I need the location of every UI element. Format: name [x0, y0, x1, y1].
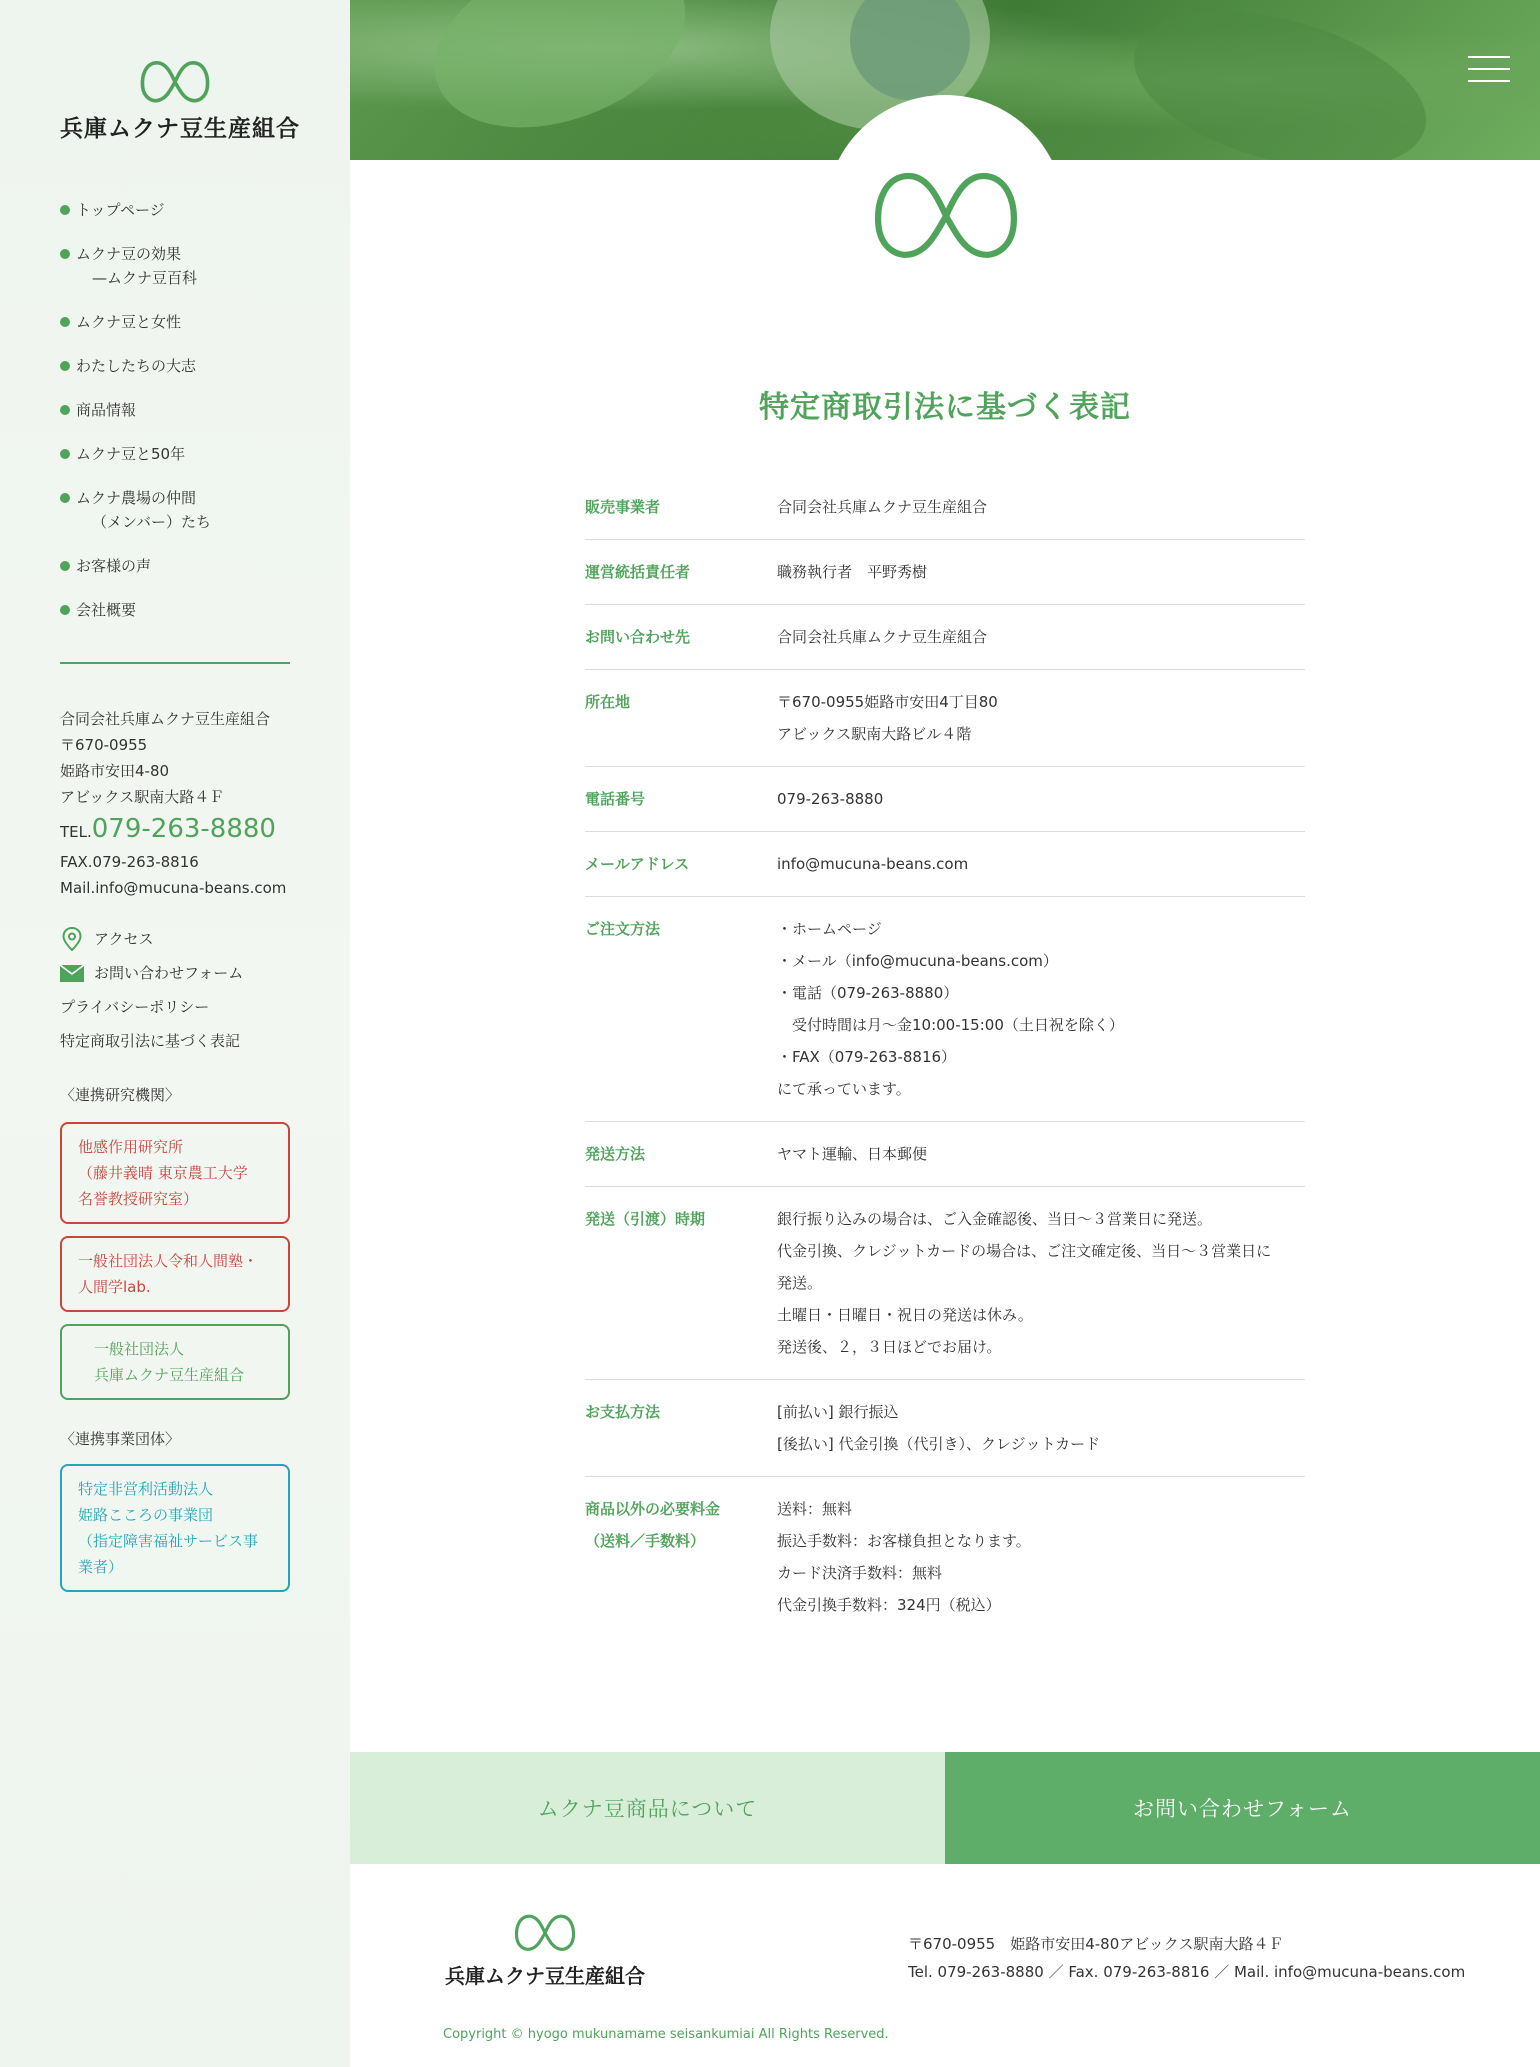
hero-leaf: [410, 0, 709, 160]
partner-line: 他感作用研究所: [78, 1138, 184, 1156]
nav-label: 会社概要: [76, 601, 137, 619]
row-value: [777, 1396, 1305, 1460]
menu-bar: [1468, 56, 1510, 58]
partner-line: （藤井義晴 東京農工大学: [78, 1164, 248, 1182]
value-line: [後払い] 代金引換（代引き）、クレジットカード: [777, 1435, 1101, 1453]
value-line: [前払い] 銀行振込: [777, 1403, 899, 1421]
table-row: [585, 897, 1305, 1122]
table-row: [585, 475, 1305, 540]
nav-item-voices[interactable]: [60, 554, 290, 578]
value-line: 発送後、２，３日ほどでお届け。: [777, 1338, 1002, 1356]
access-label: アクセス: [94, 930, 154, 948]
partner-line: 人間学lab.: [78, 1278, 151, 1296]
value-line: ・電話（079-263-8880）: [777, 984, 959, 1002]
partner-line: 姫路こころの事業団: [78, 1506, 214, 1524]
value-line: カード決済手数料：無料: [777, 1564, 943, 1582]
research-partner-hyogo[interactable]: [60, 1324, 290, 1400]
mail-line[interactable]: Mail.info@mucuna-beans.com: [60, 879, 287, 897]
row-key: ご注文方法: [585, 920, 661, 938]
footer-info: [908, 1930, 1465, 1986]
products-cta-button[interactable]: ムクナ豆商品について: [350, 1752, 945, 1864]
nav-item-50years[interactable]: [60, 442, 290, 466]
row-value: [777, 621, 1305, 653]
copyright: Copyright © hyogo mukunamame seisankumiai All Rights Reserved.: [443, 2027, 889, 2042]
menu-bar: [1468, 80, 1510, 82]
fax-line: FAX.079-263-8816: [60, 853, 199, 871]
contact-form-label: お問い合わせフォーム: [94, 964, 244, 982]
page-title: 特定商取引法に基づく表記: [759, 390, 1131, 425]
business-partner-kokoro[interactable]: [60, 1464, 290, 1592]
row-key: お問い合わせ先: [585, 628, 691, 646]
mucuna-bean-logo-icon: [866, 166, 1026, 266]
table-row: [585, 1187, 1305, 1380]
nav-item-top[interactable]: [60, 198, 290, 222]
value-line: 送料：無料: [777, 1500, 853, 1518]
row-key: 電話番号: [585, 790, 646, 808]
nav-label: お客様の声: [76, 557, 152, 575]
value-line: 受付時間は月〜金10:00-15:00（土日祝を除く）: [777, 1016, 1124, 1034]
row-value: [777, 783, 1305, 815]
value-line: 079-263-8880: [777, 790, 884, 808]
menu-bar: [1468, 68, 1510, 70]
brand-name: 兵庫ムクナ豆生産組合: [60, 116, 300, 142]
sidebar-company-info: [60, 706, 300, 901]
sidebar-logo[interactable]: [60, 58, 300, 143]
table-row: [585, 1477, 1305, 1637]
mucuna-bean-logo-icon: [513, 1912, 577, 1954]
hero-image: [350, 0, 1540, 160]
research-heading: 〈連携研究機関〉: [60, 1086, 181, 1104]
map-pin-icon: [60, 927, 84, 951]
partner-line: 一般社団法人令和人間塾・: [78, 1252, 259, 1270]
value-line: ・FAX（079-263-8816）: [777, 1048, 957, 1066]
value-line: 発送。: [777, 1274, 823, 1292]
value-line: 銀行振り込みの場合は、ご入金確認後、当日〜３営業日に発送。: [777, 1210, 1213, 1228]
table-row: [585, 1380, 1305, 1477]
privacy-policy-link[interactable]: プライバシーポリシー: [60, 998, 210, 1016]
value-line: ・メール（info@mucuna-beans.com）: [777, 952, 1058, 970]
table-row: [585, 605, 1305, 670]
nav-label: トップページ: [76, 201, 165, 219]
value-line: 職務執行者 平野秀樹: [777, 563, 928, 581]
row-key: お支払方法: [585, 1403, 661, 1421]
table-row: [585, 832, 1305, 897]
tel-prefix: TEL.: [60, 823, 92, 841]
table-row: [585, 670, 1305, 767]
row-key: 発送（引渡）時期: [585, 1210, 706, 1228]
company-name: 合同会社兵庫ムクナ豆生産組合: [60, 710, 271, 728]
postal-code: 〒670-0955: [60, 736, 148, 754]
row-value: [777, 1138, 1305, 1170]
footer-contact: Tel. 079-263-8880 ／ Fax. 079-263-8816 ／ Mail. info@mucuna-beans.com: [908, 1963, 1466, 1981]
value-line: info@mucuna-beans.com: [777, 855, 969, 873]
value-line: 〒670-0955姫路市安田4丁目80: [777, 693, 998, 711]
nav-label: ムクナ豆の効果: [76, 245, 182, 263]
row-key-line: 商品以外の必要料金: [585, 1500, 721, 1518]
value-line: ヤマト運輸、日本郵便: [777, 1145, 928, 1163]
nav-label: ムクナ豆と50年: [76, 445, 186, 463]
value-line: 合同会社兵庫ムクナ豆生産組合: [777, 628, 988, 646]
tokusho-table: [585, 475, 1305, 1637]
tel-line[interactable]: [60, 812, 300, 849]
partner-line: 特定非営利活動法人: [78, 1480, 214, 1498]
nav-item-women[interactable]: [60, 310, 290, 334]
nav-item-members[interactable]: [60, 486, 290, 534]
tel-number: 079-263-8880: [91, 814, 276, 844]
row-value: [777, 686, 1305, 750]
row-key-line: （送料／手数料）: [585, 1532, 706, 1550]
nav-label: 商品情報: [76, 401, 137, 419]
nav-item-effects[interactable]: [60, 242, 290, 290]
mucuna-bean-logo-icon: [139, 58, 211, 106]
row-value: [777, 491, 1305, 523]
address-line-2: アビックス駅南大路４Ｆ: [60, 788, 225, 806]
row-value: [777, 1203, 1305, 1363]
partner-line: （指定障害福祉サービス事: [78, 1532, 259, 1550]
contact-form-link[interactable]: [60, 960, 300, 986]
partner-line: 名誉教授研究室）: [78, 1190, 199, 1208]
hero-leaf: [1117, 0, 1443, 160]
table-row: [585, 767, 1305, 832]
value-line: 振込手数料：お客様負担となります。: [777, 1532, 1031, 1550]
sidebar-divider: [60, 662, 290, 664]
row-key: 発送方法: [585, 1145, 646, 1163]
tokusho-link[interactable]: 特定商取引法に基づく表記: [60, 1032, 241, 1050]
footer-brand-name: 兵庫ムクナ豆生産組合: [445, 1964, 645, 1988]
mail-icon: [60, 961, 84, 985]
row-value: [777, 1493, 1305, 1621]
nav-label: ムクナ農場の仲間: [76, 489, 197, 507]
contact-cta-button[interactable]: お問い合わせフォーム: [945, 1752, 1540, 1864]
row-value: [777, 848, 1305, 880]
nav-item-company[interactable]: [60, 598, 290, 622]
nav-label: ムクナ豆と女性: [76, 313, 182, 331]
nav-item-ambition[interactable]: [60, 354, 290, 378]
row-value: [777, 913, 1305, 1105]
nav-item-products[interactable]: [60, 398, 290, 422]
value-line: ・ホームページ: [777, 920, 882, 938]
value-line: 代金引換、クレジットカードの場合は、ご注文確定後、当日〜３営業日に: [777, 1242, 1272, 1260]
research-partner-allelopathy[interactable]: [60, 1122, 290, 1224]
table-row: [585, 1122, 1305, 1187]
sidebar-nav: [60, 198, 290, 642]
sidebar: [0, 0, 350, 2067]
nav-label-sub: （メンバー）たち: [92, 513, 211, 531]
address-line-1: 姫路市安田4-80: [60, 762, 170, 780]
row-key: [585, 1493, 777, 1621]
value-line: にて承っています。: [777, 1080, 911, 1098]
hamburger-menu-icon[interactable]: [1468, 56, 1510, 84]
research-partner-reiwa[interactable]: [60, 1236, 290, 1312]
footer-address: 〒670-0955 姫路市安田4-80アビックス駅南大路４Ｆ: [908, 1935, 1284, 1953]
table-row: [585, 540, 1305, 605]
value-line: 代金引換手数料：324円（税込）: [777, 1596, 1001, 1614]
row-key: 運営統括責任者: [585, 563, 691, 581]
value-line: 土曜日・日曜日・祝日の発送は休み。: [777, 1306, 1033, 1324]
nav-label-sub: —ムクナ豆百科: [92, 269, 198, 287]
access-link[interactable]: [60, 926, 300, 952]
sidebar-links: [60, 926, 300, 1062]
row-key: 所在地: [585, 693, 631, 711]
partner-line: 兵庫ムクナ豆生産組合: [94, 1366, 245, 1384]
business-heading: 〈連携事業団体〉: [60, 1430, 181, 1448]
value-line: アビックス駅南大路ビル４階: [777, 725, 972, 743]
partner-line: 一般社団法人: [94, 1340, 185, 1358]
footer-logo[interactable]: [440, 1912, 650, 1989]
partner-line: 業者）: [78, 1558, 124, 1576]
row-key: 販売事業者: [585, 498, 661, 516]
row-value: [777, 556, 1305, 588]
nav-label: わたしたちの大志: [76, 357, 197, 375]
row-key: メールアドレス: [585, 855, 690, 873]
value-line: 合同会社兵庫ムクナ豆生産組合: [777, 498, 988, 516]
